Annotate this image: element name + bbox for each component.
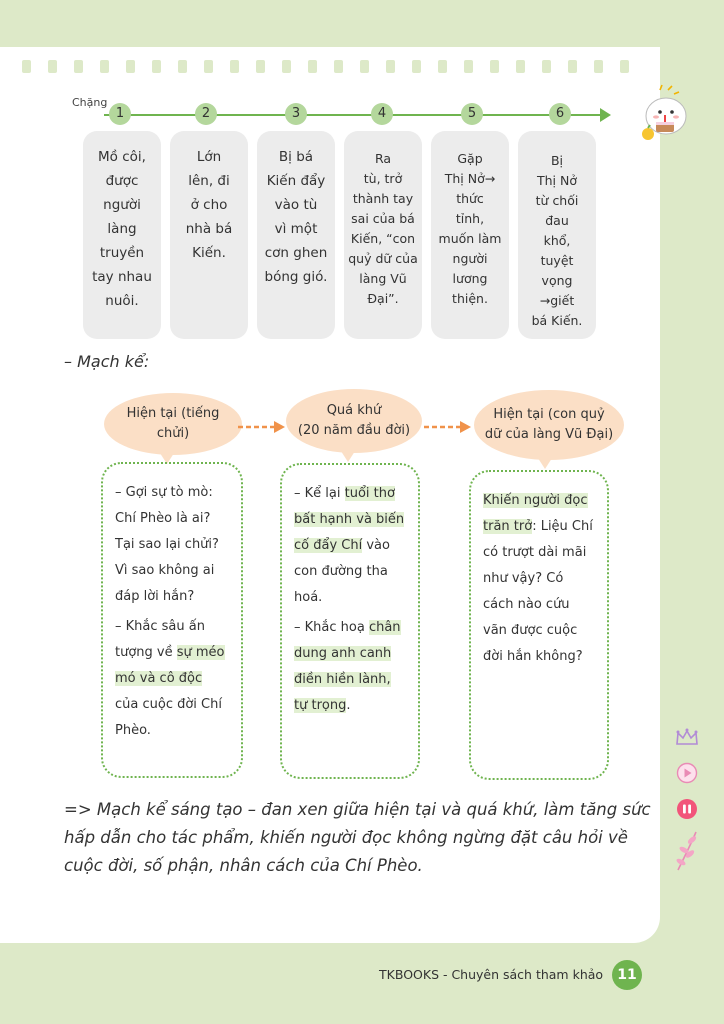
crown-icon (675, 728, 699, 748)
binder-holes (0, 47, 660, 77)
bubble-present-2: Hiện tại (con quỷ dữ của làng Vũ Đại) (474, 390, 624, 460)
stage-number: 5 (461, 103, 483, 125)
stage-box: Ra tù, trở thành tay sai của bá Kiến, “con quỷ dữ của làng Vũ Đại”. (344, 131, 422, 339)
dashed-arrow-icon (424, 420, 472, 434)
conclusion-text: => Mạch kể sáng tạo – đan xen giữa hiện tại và quá khứ, làm tăng sức hấp dẫn cho tác phẩm, khiến người đọc không ngừng đặt câu hỏi về cuộc đời, số phận, nhân cách của Chí Phèo. (64, 800, 651, 875)
content-box-past (280, 463, 420, 779)
highlight: tuổi thơ bất hạnh và biến cố đẩy Chí (294, 486, 405, 553)
paragraph: – Kể lại tuổi thơ bất hạnh và biến cố đẩy Chí vào con đường tha hoá. (294, 486, 405, 605)
paragraph: – Khắc sâu ấn tượng về sự méo mó và cô độc của cuộc đời Chí Phèo. (115, 619, 225, 738)
bubble-past: Quá khứ (20 năm đầu đời) (286, 389, 422, 453)
page-number: 11 (612, 960, 642, 990)
content-box-present-2 (469, 470, 609, 780)
footer-publisher: TKBOOKS - Chuyên sách tham khảo (379, 967, 604, 982)
timeline-arrow-icon (600, 108, 611, 122)
mascot-cake-icon (636, 84, 690, 148)
stage-number: 1 (109, 103, 131, 125)
stage-number: 4 (371, 103, 393, 125)
stage-box: Bị Thị Nở từ chối đau khổ, tuyệt vọng →giết bá Kiến. (518, 131, 596, 339)
bubble-tail (339, 448, 357, 462)
paragraph: – Khắc hoạ chân dung anh canh điền hiền lành, tự trọng. (294, 620, 401, 713)
bubble-tail (536, 455, 554, 469)
section-label: – Mạch kể: (64, 352, 150, 371)
stage-box: Lớn lên, đi ở cho nhà bá Kiến. (170, 131, 248, 339)
timeline-label: Chặng (72, 96, 108, 109)
leaf-branch-icon (672, 828, 702, 872)
paragraph: – Gợi sự tò mò: Chí Phèo là ai? Tại sao lại chửi? Vì sao không ai đáp lời hắn? (115, 485, 219, 604)
stage-number: 2 (195, 103, 217, 125)
play-icon (676, 762, 698, 784)
paragraph: Khiến người đọc trăn trở: Liệu Chí có trượt dài mãi như vậy? Có cách nào cứu vãn được cuộc đời hắn không? (483, 493, 593, 664)
content-box-present (101, 462, 243, 778)
highlight: sự méo mó và cô độc (115, 645, 225, 686)
dashed-arrow-icon (238, 420, 286, 434)
stage-number: 6 (549, 103, 571, 125)
stage-box: Bị bá Kiến đẩy vào tù vì một cơn ghen bóng gió. (257, 131, 335, 339)
highlight: chân dung anh canh điền hiền lành, tự trọng (294, 620, 401, 713)
highlight: Khiến người đọc trăn trở (483, 493, 588, 534)
pause-icon (676, 798, 698, 820)
stage-box: Mồ côi, được người làng truyền tay nhau nuôi. (83, 131, 161, 339)
stage-box: Gặp Thị Nở→ thức tỉnh, muốn làm người lương thiện. (431, 131, 509, 339)
stage-number: 3 (285, 103, 307, 125)
bubble-present-1: Hiện tại (tiếng chửi) (104, 393, 242, 455)
timeline-line (104, 114, 604, 116)
